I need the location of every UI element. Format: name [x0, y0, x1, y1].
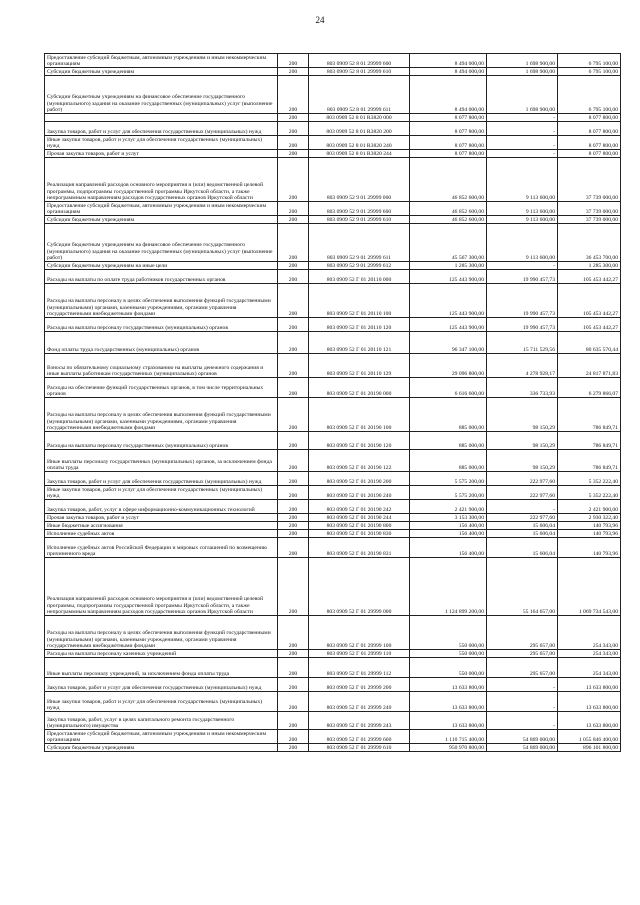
- row-approved-amount-cell: 156 400,00: [410, 522, 487, 530]
- table-row: [45, 692, 621, 712]
- page-number: 24: [315, 15, 325, 25]
- row-admin-code-cell: 200: [278, 216, 309, 224]
- row-unexecuted-amount-cell: 254 343,00: [558, 658, 621, 678]
- row-admin-code-cell: 200: [278, 284, 309, 318]
- row-admin-code-cell: 200: [278, 486, 309, 500]
- row-unexecuted-amount-cell: 80 635 570,44: [558, 332, 621, 354]
- row-approved-amount-cell: 6 616 600,00: [410, 378, 487, 398]
- row-name-cell: Исполнение судебных актов: [45, 530, 278, 538]
- row-executed-amount-cell: 222 977,60: [487, 472, 558, 486]
- row-classification-code-cell: 803 0909 52 Г 01 20190 242: [309, 500, 410, 514]
- row-name-cell: Фонд оплаты труда государственных (муниципальных) органов: [45, 332, 278, 354]
- row-executed-amount-cell: 9 113 600,00: [487, 202, 558, 216]
- row-admin-code-cell: 200: [278, 354, 309, 378]
- row-classification-code-cell: 803 0909 52 8 01 29999 611: [309, 76, 410, 114]
- row-executed-amount-cell: 98 150,29: [487, 450, 558, 472]
- table-row: [45, 744, 621, 752]
- row-approved-amount-cell: 125 443 900,00: [410, 284, 487, 318]
- table-row: [45, 284, 621, 318]
- table-row: [45, 318, 621, 332]
- row-classification-code-cell: 803 0909 52 Г 01 20110 000: [309, 270, 410, 284]
- row-admin-code-cell: 200: [278, 202, 309, 216]
- table-row: [45, 354, 621, 378]
- row-unexecuted-amount-cell: 786 849,71: [558, 398, 621, 432]
- table-row: [45, 158, 621, 202]
- row-name-cell: Иные закупки товаров, работ и услуг для обеспечения государственных (муниципальных) нужд: [45, 486, 278, 500]
- row-name-cell: Субсидии бюджетным учреждениям: [45, 68, 278, 76]
- row-unexecuted-amount-cell: 105 453 442,27: [558, 270, 621, 284]
- row-approved-amount-cell: 96 347 100,00: [410, 332, 487, 354]
- row-unexecuted-amount-cell: 6 795 100,00: [558, 54, 621, 68]
- row-unexecuted-amount-cell: 896 101 800,00: [558, 744, 621, 752]
- row-admin-code-cell: 200: [278, 530, 309, 538]
- row-executed-amount-cell: -: [487, 114, 558, 122]
- row-approved-amount-cell: 885 000,00: [410, 432, 487, 450]
- row-classification-code-cell: 803 0909 52 Г 01 20190 831: [309, 538, 410, 558]
- table-row: [45, 514, 621, 522]
- row-executed-amount-cell: 15 606,04: [487, 538, 558, 558]
- row-unexecuted-amount-cell: 105 453 442,27: [558, 284, 621, 318]
- row-executed-amount-cell: -: [487, 136, 558, 150]
- row-unexecuted-amount-cell: 254 343,00: [558, 650, 621, 658]
- row-classification-code-cell: 803 0909 52 Г 01 20190 000: [309, 378, 410, 398]
- row-classification-code-cell: 803 0909 52 Г 01 20190 244: [309, 514, 410, 522]
- row-name-cell: Расходы на выплаты по оплате труда работников государственных органов: [45, 270, 278, 284]
- row-approved-amount-cell: 156 400,00: [410, 538, 487, 558]
- budget-table: [44, 53, 621, 752]
- row-approved-amount-cell: 156 400,00: [410, 530, 487, 538]
- row-approved-amount-cell: 5 575 200,00: [410, 486, 487, 500]
- row-unexecuted-amount-cell: 140 793,96: [558, 538, 621, 558]
- row-executed-amount-cell: -: [487, 500, 558, 514]
- row-approved-amount-cell: 8 494 000,00: [410, 68, 487, 76]
- row-unexecuted-amount-cell: 13 633 800,00: [558, 692, 621, 712]
- row-admin-code-cell: 200: [278, 150, 309, 158]
- row-name-cell: Иные выплаты персоналу учреждений, за исключением фонда оплаты труда: [45, 658, 278, 678]
- row-unexecuted-amount-cell: 37 739 000,00: [558, 158, 621, 202]
- row-name-cell: Субсидии бюджетным учреждениям на иные цели: [45, 262, 278, 270]
- row-executed-amount-cell: 15 606,04: [487, 522, 558, 530]
- table-row: [45, 650, 621, 658]
- row-approved-amount-cell: 5 575 200,00: [410, 472, 487, 486]
- row-name-cell: Расходы на выплаты персоналу в целях обеспечения выполнения функций государственными (муниципальными) органами, казенными учреждениями, органами управления государственными внебюджетными фондами: [45, 398, 278, 432]
- row-name-cell: Расходы на обеспечение функций государственных органов, в том числе территориальных органов: [45, 378, 278, 398]
- row-unexecuted-amount-cell: 37 739 000,00: [558, 202, 621, 216]
- row-executed-amount-cell: -: [487, 122, 558, 136]
- row-admin-code-cell: 200: [278, 68, 309, 76]
- row-executed-amount-cell: 9 113 600,00: [487, 224, 558, 262]
- row-classification-code-cell: 803 0909 52 Г 01 29999 000: [309, 558, 410, 616]
- row-admin-code-cell: 200: [278, 398, 309, 432]
- row-executed-amount-cell: 1 698 900,00: [487, 76, 558, 114]
- row-executed-amount-cell: -: [487, 692, 558, 712]
- row-approved-amount-cell: 550 000,00: [410, 650, 487, 658]
- row-name-cell: Исполнение судебных актов Российской Федерации и мировых соглашений по возмещению причиненного вреда: [45, 538, 278, 558]
- table-row: [45, 332, 621, 354]
- row-executed-amount-cell: 222 977,60: [487, 514, 558, 522]
- row-classification-code-cell: 803 0909 52 Г 01 20110 129: [309, 354, 410, 378]
- row-unexecuted-amount-cell: 13 633 800,00: [558, 712, 621, 730]
- row-unexecuted-amount-cell: 1 285 300,00: [558, 262, 621, 270]
- row-classification-code-cell: 803 0909 52 8 01 R3820 244: [309, 150, 410, 158]
- table-row: [45, 114, 621, 122]
- row-approved-amount-cell: 885 000,00: [410, 398, 487, 432]
- row-executed-amount-cell: 9 113 600,00: [487, 216, 558, 224]
- row-name-cell: Закупка товаров, работ и услуг для обеспечения государственных (муниципальных) нужд: [45, 678, 278, 692]
- row-admin-code-cell: 200: [278, 318, 309, 332]
- row-approved-amount-cell: 45 567 300,00: [410, 224, 487, 262]
- row-admin-code-cell: 200: [278, 678, 309, 692]
- row-admin-code-cell: 200: [278, 432, 309, 450]
- row-admin-code-cell: 200: [278, 158, 309, 202]
- row-executed-amount-cell: 98 150,29: [487, 398, 558, 432]
- row-approved-amount-cell: 3 153 300,00: [410, 514, 487, 522]
- row-admin-code-cell: 200: [278, 514, 309, 522]
- row-admin-code-cell: 200: [278, 122, 309, 136]
- row-name-cell: Реализация направлений расходов основного мероприятия и (или) ведомственной целевой программы, подпрограммы государственной программы Иркутской области, а также непрограммным направлениям расходов государственных органов Иркутской области: [45, 158, 278, 202]
- row-unexecuted-amount-cell: 786 849,71: [558, 432, 621, 450]
- row-executed-amount-cell: 1 698 900,00: [487, 68, 558, 76]
- row-name-cell: Закупка товаров, работ и услуг для обеспечения государственных (муниципальных) нужд: [45, 122, 278, 136]
- row-approved-amount-cell: 885 000,00: [410, 450, 487, 472]
- row-approved-amount-cell: 8 077 800,00: [410, 114, 487, 122]
- table-row: [45, 678, 621, 692]
- row-executed-amount-cell: -: [487, 678, 558, 692]
- row-admin-code-cell: 200: [278, 450, 309, 472]
- row-admin-code-cell: 200: [278, 54, 309, 68]
- row-classification-code-cell: 803 0909 52 Г 01 20110 121: [309, 332, 410, 354]
- row-executed-amount-cell: 222 977,60: [487, 486, 558, 500]
- row-classification-code-cell: 803 0909 52 Г 01 20190 240: [309, 486, 410, 500]
- row-executed-amount-cell: 4 278 928,17: [487, 354, 558, 378]
- row-approved-amount-cell: 1 110 715 400,00: [410, 730, 487, 744]
- row-classification-code-cell: 803 0909 52 Г 01 29999 243: [309, 712, 410, 730]
- row-approved-amount-cell: 8 494 000,00: [410, 54, 487, 68]
- table-row: [45, 522, 621, 530]
- row-executed-amount-cell: 54 869 000,00: [487, 730, 558, 744]
- table-row: [45, 216, 621, 224]
- row-approved-amount-cell: 8 077 800,00: [410, 150, 487, 158]
- row-approved-amount-cell: 8 077 800,00: [410, 136, 487, 150]
- row-classification-code-cell: 803 0909 52 Г 01 20190 800: [309, 522, 410, 530]
- table-row: [45, 616, 621, 650]
- row-unexecuted-amount-cell: 6 795 100,00: [558, 68, 621, 76]
- row-classification-code-cell: 803 0909 52 Г 01 29999 200: [309, 678, 410, 692]
- budget-table-body: [45, 54, 621, 752]
- row-executed-amount-cell: 295 657,00: [487, 650, 558, 658]
- row-classification-code-cell: 803 0909 52 Г 01 29999 240: [309, 692, 410, 712]
- table-row: [45, 224, 621, 262]
- row-unexecuted-amount-cell: 1 069 734 543,00: [558, 558, 621, 616]
- row-executed-amount-cell: 295 657,00: [487, 658, 558, 678]
- table-row: [45, 538, 621, 558]
- row-unexecuted-amount-cell: 254 343,00: [558, 616, 621, 650]
- row-approved-amount-cell: 46 852 600,00: [410, 202, 487, 216]
- row-executed-amount-cell: 54 869 000,00: [487, 744, 558, 752]
- row-approved-amount-cell: 13 633 800,00: [410, 692, 487, 712]
- row-approved-amount-cell: 13 633 800,00: [410, 712, 487, 730]
- row-executed-amount-cell: 336 733,93: [487, 378, 558, 398]
- row-classification-code-cell: 803 0909 52 Г 01 29999 112: [309, 658, 410, 678]
- row-approved-amount-cell: 550 000,00: [410, 616, 487, 650]
- table-row: [45, 432, 621, 450]
- row-name-cell: Субсидии бюджетным учреждениям: [45, 744, 278, 752]
- table-row: [45, 530, 621, 538]
- row-approved-amount-cell: 125 443 900,00: [410, 318, 487, 332]
- row-classification-code-cell: 803 0909 52 Г 01 20110 120: [309, 318, 410, 332]
- row-name-cell: Иные закупки товаров, работ и услуг для обеспечения государственных (муниципальных) нужд: [45, 692, 278, 712]
- table-row: [45, 558, 621, 616]
- table-row: [45, 202, 621, 216]
- row-name-cell: Иные бюджетные ассигнования: [45, 522, 278, 530]
- row-admin-code-cell: 200: [278, 332, 309, 354]
- row-unexecuted-amount-cell: 24 817 871,83: [558, 354, 621, 378]
- row-approved-amount-cell: 125 443 900,00: [410, 270, 487, 284]
- table-row: [45, 54, 621, 68]
- row-name-cell: Реализация направлений расходов основного мероприятия и (или) ведомственной целевой программы, подпрограммы государственной программы Иркутской области, а также непрограммным направлениям расходов государственных органов Иркутской области: [45, 558, 278, 616]
- row-admin-code-cell: 200: [278, 650, 309, 658]
- table-row: [45, 398, 621, 432]
- row-classification-code-cell: 803 0909 52 8 01 R3820 000: [309, 114, 410, 122]
- row-name-cell: Закупка товаров, работ и услуг для обеспечения государственных (муниципальных) нужд: [45, 472, 278, 486]
- row-classification-code-cell: 803 0909 52 9 01 29999 612: [309, 262, 410, 270]
- row-executed-amount-cell: 19 990 457,73: [487, 284, 558, 318]
- row-classification-code-cell: 803 0909 52 9 01 29999 610: [309, 216, 410, 224]
- row-admin-code-cell: 200: [278, 500, 309, 514]
- row-unexecuted-amount-cell: 8 077 800,00: [558, 114, 621, 122]
- row-classification-code-cell: 803 0909 52 9 01 29999 600: [309, 202, 410, 216]
- row-classification-code-cell: 803 0909 52 Г 01 29999 610: [309, 744, 410, 752]
- row-name-cell: Взносы по обязательному социальному страхованию на выплаты денежного содержания и иные выплаты работникам государственных (муниципальных) органов: [45, 354, 278, 378]
- table-row: [45, 730, 621, 744]
- row-unexecuted-amount-cell: 6 795 100,00: [558, 76, 621, 114]
- row-unexecuted-amount-cell: 1 055 846 400,00: [558, 730, 621, 744]
- row-unexecuted-amount-cell: 6 279 866,07: [558, 378, 621, 398]
- row-admin-code-cell: 200: [278, 378, 309, 398]
- row-admin-code-cell: 200: [278, 744, 309, 752]
- row-admin-code-cell: 200: [278, 692, 309, 712]
- row-classification-code-cell: 803 0909 52 Г 01 29999 110: [309, 650, 410, 658]
- row-classification-code-cell: 803 0909 52 8 01 29999 610: [309, 68, 410, 76]
- row-classification-code-cell: 803 0909 52 8 01 R3820 240: [309, 136, 410, 150]
- table-row: [45, 270, 621, 284]
- table-row: [45, 658, 621, 678]
- row-admin-code-cell: 200: [278, 76, 309, 114]
- row-unexecuted-amount-cell: 8 077 800,00: [558, 150, 621, 158]
- row-admin-code-cell: 200: [278, 270, 309, 284]
- table-row: [45, 486, 621, 500]
- row-approved-amount-cell: 950 970 800,00: [410, 744, 487, 752]
- table-row: [45, 378, 621, 398]
- row-unexecuted-amount-cell: 13 633 800,00: [558, 678, 621, 692]
- row-name-cell: Прочая закупка товаров, работ и услуг: [45, 150, 278, 158]
- row-unexecuted-amount-cell: 105 453 442,27: [558, 318, 621, 332]
- table-row: [45, 262, 621, 270]
- row-unexecuted-amount-cell: 37 739 000,00: [558, 216, 621, 224]
- row-approved-amount-cell: 29 096 800,00: [410, 354, 487, 378]
- row-name-cell: Закупка товаров, работ, услуг в целях капитального ремонта государственного (муниципального) имущества: [45, 712, 278, 730]
- table-row: [45, 450, 621, 472]
- row-name-cell: Расходы на выплаты персоналу государственных (муниципальных) органов: [45, 432, 278, 450]
- row-approved-amount-cell: 2 421 900,00: [410, 500, 487, 514]
- row-admin-code-cell: 200: [278, 472, 309, 486]
- row-admin-code-cell: 200: [278, 558, 309, 616]
- row-admin-code-cell: 200: [278, 136, 309, 150]
- table-row: [45, 500, 621, 514]
- row-name-cell: Субсидии бюджетным учреждениям на финансовое обеспечение государственного (муниципального) задания на оказание государственных (муниципальных) услуг (выполнение работ): [45, 224, 278, 262]
- row-executed-amount-cell: 295 657,00: [487, 616, 558, 650]
- row-classification-code-cell: 803 0909 52 Г 01 20110 100: [309, 284, 410, 318]
- row-approved-amount-cell: 1 124 899 200,00: [410, 558, 487, 616]
- row-unexecuted-amount-cell: 36 453 700,00: [558, 224, 621, 262]
- row-name-cell: Расходы на выплаты персоналу в целях обеспечения выполнения функций государственными (муниципальными) органами, казенными учреждениями, органами управления государственными внебюджетными фондами: [45, 616, 278, 650]
- row-approved-amount-cell: 550 000,00: [410, 658, 487, 678]
- row-name-cell: Иные закупки товаров, работ и услуг для обеспечения государственных (муниципальных) нужд: [45, 136, 278, 150]
- row-executed-amount-cell: 19 990 457,73: [487, 270, 558, 284]
- row-unexecuted-amount-cell: 5 352 222,40: [558, 486, 621, 500]
- row-unexecuted-amount-cell: 2 930 322,40: [558, 514, 621, 522]
- row-admin-code-cell: 200: [278, 114, 309, 122]
- row-name-cell: Расходы на выплаты персоналу в целях обеспечения выполнения функций государственными (муниципальными) органами, казенными учреждениями, органами управления государственными внебюджетными фондами: [45, 284, 278, 318]
- row-executed-amount-cell: 15 606,04: [487, 530, 558, 538]
- row-approved-amount-cell: 8 077 800,00: [410, 122, 487, 136]
- row-unexecuted-amount-cell: 140 793,96: [558, 522, 621, 530]
- row-classification-code-cell: 803 0909 52 Г 01 29999 600: [309, 730, 410, 744]
- row-executed-amount-cell: 98 150,29: [487, 432, 558, 450]
- row-executed-amount-cell: -: [487, 712, 558, 730]
- row-admin-code-cell: 200: [278, 730, 309, 744]
- row-approved-amount-cell: 46 852 600,00: [410, 158, 487, 202]
- row-name-cell: Прочая закупка товаров, работ и услуг: [45, 514, 278, 522]
- table-row: [45, 472, 621, 486]
- row-name-cell: Предоставление субсидий бюджетным, автономным учреждениям и иным некоммерческим организациям: [45, 730, 278, 744]
- row-unexecuted-amount-cell: 8 077 800,00: [558, 136, 621, 150]
- row-admin-code-cell: 200: [278, 616, 309, 650]
- row-executed-amount-cell: 15 711 529,56: [487, 332, 558, 354]
- row-name-cell: Расходы на выплаты персоналу казенных учреждений: [45, 650, 278, 658]
- row-classification-code-cell: 803 0909 52 Г 01 20190 122: [309, 450, 410, 472]
- row-admin-code-cell: 200: [278, 224, 309, 262]
- table-row: [45, 68, 621, 76]
- row-classification-code-cell: 803 0909 52 8 01 29999 600: [309, 54, 410, 68]
- row-approved-amount-cell: 1 285 300,00: [410, 262, 487, 270]
- row-admin-code-cell: 200: [278, 262, 309, 270]
- row-unexecuted-amount-cell: 5 352 222,40: [558, 472, 621, 486]
- row-approved-amount-cell: 13 633 800,00: [410, 678, 487, 692]
- row-approved-amount-cell: 8 494 000,00: [410, 76, 487, 114]
- row-executed-amount-cell: -: [487, 150, 558, 158]
- row-name-cell: Субсидии бюджетным учреждениям на финансовое обеспечение государственного (муниципального) задания на оказание государственных (муниципальных) услуг (выполнение работ): [45, 76, 278, 114]
- table-row: [45, 76, 621, 114]
- row-classification-code-cell: 803 0909 52 Г 01 20190 100: [309, 398, 410, 432]
- row-name-cell: [45, 114, 278, 122]
- row-admin-code-cell: 200: [278, 538, 309, 558]
- row-classification-code-cell: 803 0909 52 8 01 R3820 200: [309, 122, 410, 136]
- row-executed-amount-cell: -: [487, 262, 558, 270]
- row-classification-code-cell: 803 0909 52 9 01 29999 000: [309, 158, 410, 202]
- row-admin-code-cell: 200: [278, 658, 309, 678]
- row-name-cell: Предоставление субсидий бюджетным, автономным учреждениям и иным некоммерческим организациям: [45, 202, 278, 216]
- row-name-cell: Иные выплаты персоналу государственных (муниципальных) органов, за исключением фонда оплаты труда: [45, 450, 278, 472]
- row-classification-code-cell: 803 0909 52 Г 01 20190 120: [309, 432, 410, 450]
- row-classification-code-cell: 803 0909 52 9 01 29999 611: [309, 224, 410, 262]
- row-unexecuted-amount-cell: 8 077 800,00: [558, 122, 621, 136]
- row-classification-code-cell: 803 0909 52 Г 01 29999 100: [309, 616, 410, 650]
- row-name-cell: Расходы на выплаты персоналу государственных (муниципальных) органов: [45, 318, 278, 332]
- row-classification-code-cell: 803 0909 52 Г 01 20190 830: [309, 530, 410, 538]
- table-row: [45, 150, 621, 158]
- row-unexecuted-amount-cell: 786 849,71: [558, 450, 621, 472]
- row-admin-code-cell: 200: [278, 712, 309, 730]
- table-row: [45, 122, 621, 136]
- row-executed-amount-cell: 19 990 457,73: [487, 318, 558, 332]
- row-approved-amount-cell: 46 852 600,00: [410, 216, 487, 224]
- row-name-cell: Предоставление субсидий бюджетным, автономным учреждениям и иным некоммерческим организациям: [45, 54, 278, 68]
- row-name-cell: Субсидии бюджетным учреждениям: [45, 216, 278, 224]
- row-unexecuted-amount-cell: 2 421 900,00: [558, 500, 621, 514]
- row-admin-code-cell: 200: [278, 522, 309, 530]
- table-row: [45, 136, 621, 150]
- row-executed-amount-cell: 55 164 657,00: [487, 558, 558, 616]
- row-executed-amount-cell: 9 113 600,00: [487, 158, 558, 202]
- row-executed-amount-cell: 1 698 900,00: [487, 54, 558, 68]
- row-name-cell: Закупка товаров, работ, услуг в сфере информационно-коммуникационных технологий: [45, 500, 278, 514]
- row-unexecuted-amount-cell: 140 793,96: [558, 530, 621, 538]
- row-classification-code-cell: 803 0909 52 Г 01 20190 200: [309, 472, 410, 486]
- table-row: [45, 712, 621, 730]
